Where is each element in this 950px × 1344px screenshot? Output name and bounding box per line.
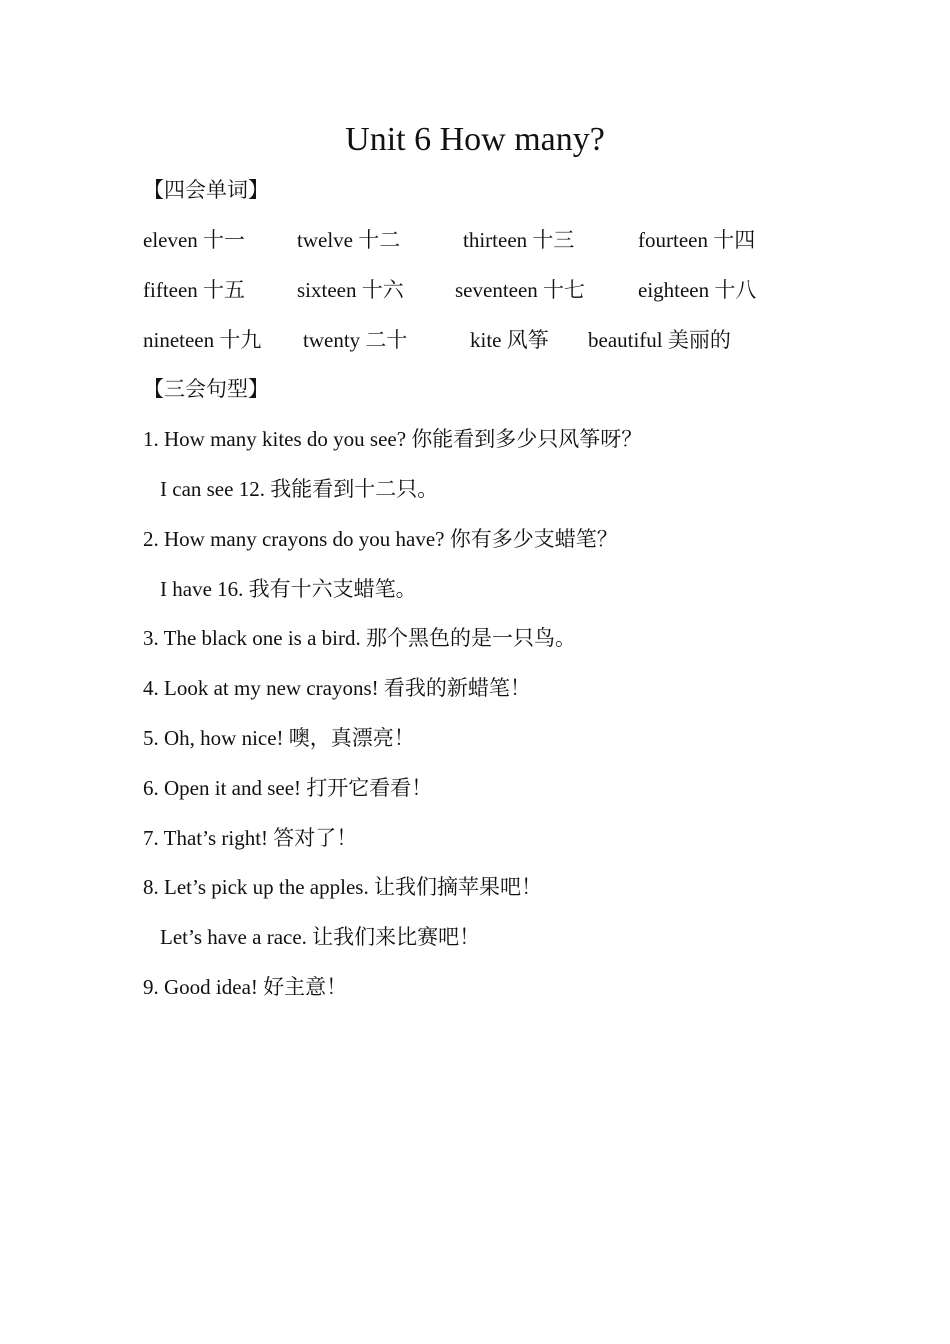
vocab-word: nineteen 十九 <box>143 328 262 352</box>
vocab-word: fourteen 十四 <box>638 228 756 252</box>
sentence-line: 3. The black one is a bird. 那个黑色的是一只鸟。 <box>143 626 576 650</box>
sentences-heading: 【三会句型】 <box>143 377 269 401</box>
vocab-word: beautiful 美丽的 <box>588 328 731 352</box>
sentence-line: 8. Let’s pick up the apples. 让我们摘苹果吧！ <box>143 875 542 899</box>
vocab-word: eighteen 十八 <box>638 278 757 302</box>
sentence-line: 6. Open it and see! 打开它看看！ <box>143 776 433 800</box>
vocab-word: eleven 十一 <box>143 228 246 252</box>
sentence-answer: I have 16. 我有十六支蜡笔。 <box>160 577 417 601</box>
sentence-line: 5. Oh, how nice! 噢，真漂亮！ <box>143 726 415 750</box>
sentence-line: 2. How many crayons do you have? 你有多少支蜡笔？ <box>143 527 618 551</box>
vocab-word: seventeen 十七 <box>455 278 586 302</box>
sentence-answer: I can see 12. 我能看到十二只。 <box>160 477 439 501</box>
sentence-answer: Let’s have a race. 让我们来比赛吧！ <box>160 925 481 949</box>
vocab-word: kite 风筝 <box>470 328 549 352</box>
sentence-line: 9. Good idea! 好主意！ <box>143 975 348 999</box>
sentence-line: 1. How many kites do you see? 你能看到多少只风筝呀？ <box>143 427 643 451</box>
page-title: Unit 6 How many? <box>345 121 605 158</box>
vocab-word: sixteen 十六 <box>297 278 404 302</box>
vocab-word: twenty 二十 <box>303 328 408 352</box>
vocab-word: thirteen 十三 <box>463 228 575 252</box>
words-heading: 【四会单词】 <box>143 178 269 202</box>
vocab-word: fifteen 十五 <box>143 278 246 302</box>
vocab-word: twelve 十二 <box>297 228 401 252</box>
sentence-line: 4. Look at my new crayons! 看我的新蜡笔！ <box>143 676 531 700</box>
sentence-line: 7. That’s right! 答对了！ <box>143 826 358 850</box>
